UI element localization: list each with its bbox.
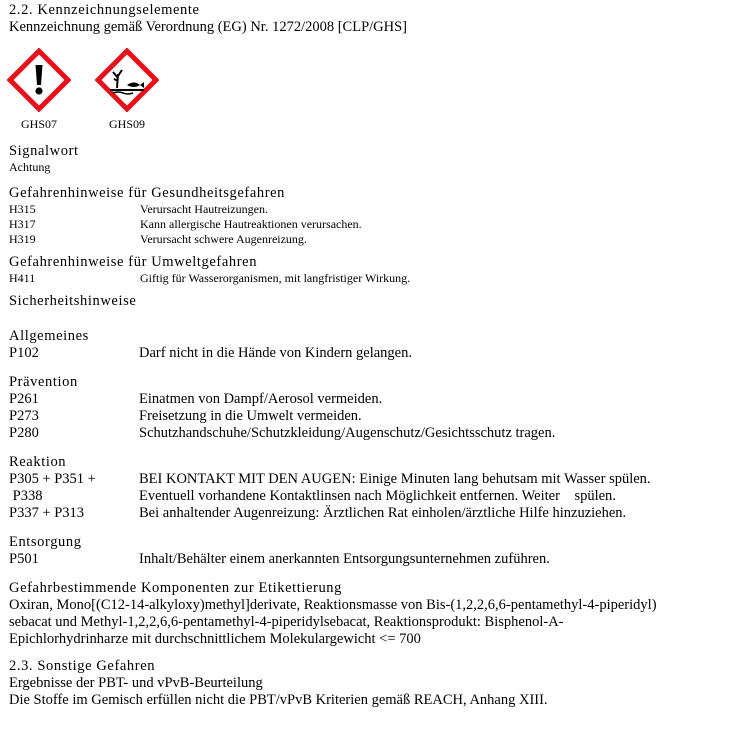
precautionary-code: P261 — [9, 391, 39, 407]
components-line: Epichlorhydrinharze mit durchschnittlichem Molekulargewicht <= 700 — [9, 631, 421, 647]
hazard-statement — [9, 271, 739, 286]
components-line: sebacat und Methyl-1,2,2,6,6-pentamethyl-4-piperidylsebacat, Reaktionsprodukt: Bisphenol-A- — [9, 614, 564, 630]
response-heading: Reaktion — [9, 454, 67, 470]
prevention-heading: Prävention — [9, 374, 78, 390]
precautionary-statement — [9, 551, 739, 568]
precautionary-text: Schutzhandschuhe/Schutzkleidung/Augenschutz/Gesichtsschutz tragen. — [139, 425, 556, 441]
regulation-subtitle: Kennzeichnung gemäß Verordnung (EG) Nr. 1272/2008 [CLP/GHS] — [9, 19, 408, 35]
precautionary-code: P337 + P313 — [9, 505, 85, 521]
precautionary-text: Freisetzung in die Umwelt vermeiden. — [139, 408, 362, 424]
precautionary-statement — [9, 471, 739, 488]
exclamation-mark-icon — [7, 48, 71, 112]
hazard-code: H319 — [9, 232, 36, 246]
pictogram-ghs09 — [95, 48, 159, 132]
section-title: 2.2. Kennzeichnungselemente — [9, 2, 200, 18]
general-heading: Allgemeines — [9, 328, 89, 344]
precautionary-heading: Sicherheitshinweise — [9, 293, 137, 309]
hazard-text: Giftig für Wasserorganismen, mit langfristiger Wirkung. — [140, 271, 411, 285]
hazard-statement — [9, 217, 739, 232]
safety-data-sheet — [9, 2, 739, 709]
components-line: Oxiran, Mono[(C12-14-alkyloxy)methyl]derivate, Reaktionsmasse von Bis-(1,2,2,6,6-pentamethyl-4-piperidyl) — [9, 597, 657, 613]
hazard-text: Kann allergische Hautreaktionen verursachen. — [140, 217, 362, 231]
hazard-code: H411 — [9, 271, 36, 285]
pictogram-ghs07 — [7, 48, 71, 132]
signal-word-value: Achtung — [9, 160, 51, 174]
precautionary-text: Darf nicht in die Hände von Kindern gelangen. — [139, 345, 412, 361]
precautionary-text: BEI KONTAKT MIT DEN AUGEN: Einige Minuten lang behutsam mit Wasser spülen. — [139, 471, 651, 487]
precautionary-code: P338 — [9, 488, 43, 504]
precautionary-code: P102 — [9, 345, 39, 361]
hazard-code: H315 — [9, 202, 36, 216]
environmental-hazards-heading: Gefahrenhinweise für Umweltgefahren — [9, 254, 258, 270]
pictogram-label: GHS07 — [20, 117, 57, 131]
signal-word-heading: Signalwort — [9, 143, 79, 159]
precautionary-code: P501 — [9, 551, 39, 567]
pictogram-row — [7, 48, 739, 132]
precautionary-text: Eventuell vorhandene Kontaktlinsen nach Möglichkeit entfernen. Weiter spülen. — [139, 488, 616, 504]
precautionary-statement — [9, 488, 739, 505]
precautionary-statement — [9, 505, 739, 522]
pbt-subtitle: Ergebnisse der PBT- und vPvB-Beurteilung — [9, 675, 263, 691]
precautionary-code: P273 — [9, 408, 39, 424]
disposal-heading: Entsorgung — [9, 534, 82, 550]
health-hazards-heading: Gefahrenhinweise für Gesundheitsgefahren — [9, 185, 286, 201]
precautionary-statement — [9, 425, 739, 442]
hazard-text: Verursacht Hautreizungen. — [140, 202, 268, 216]
precautionary-text: Inhalt/Behälter einem anerkannten Entsorgungsunternehmen zuführen. — [139, 551, 550, 567]
section-title: 2.3. Sonstige Gefahren — [9, 658, 156, 674]
pictogram-label: GHS09 — [108, 117, 145, 131]
hazard-code: H317 — [9, 217, 36, 231]
environment-hazard-icon — [95, 48, 159, 112]
hazard-text: Verursacht schwere Augenreizung. — [140, 232, 307, 246]
hazard-statement — [9, 202, 739, 217]
precautionary-statement — [9, 391, 739, 408]
precautionary-text: Einatmen von Dampf/Aerosol vermeiden. — [139, 391, 383, 407]
precautionary-statement — [9, 345, 739, 362]
precautionary-code: P305 + P351 + — [9, 471, 96, 487]
precautionary-text: Bei anhaltender Augenreizung: Ärztlichen Rat einholen/ärztliche Hilfe hinzuziehen. — [139, 505, 627, 521]
pbt-text: Die Stoffe im Gemisch erfüllen nicht die PBT/vPvB Kriterien gemäß REACH, Anhang XIII. — [9, 692, 548, 708]
components-heading: Gefahrbestimmende Komponenten zur Etikettierung — [9, 580, 343, 596]
precautionary-statement — [9, 408, 739, 425]
hazard-statement — [9, 232, 739, 247]
precautionary-code: P280 — [9, 425, 39, 441]
